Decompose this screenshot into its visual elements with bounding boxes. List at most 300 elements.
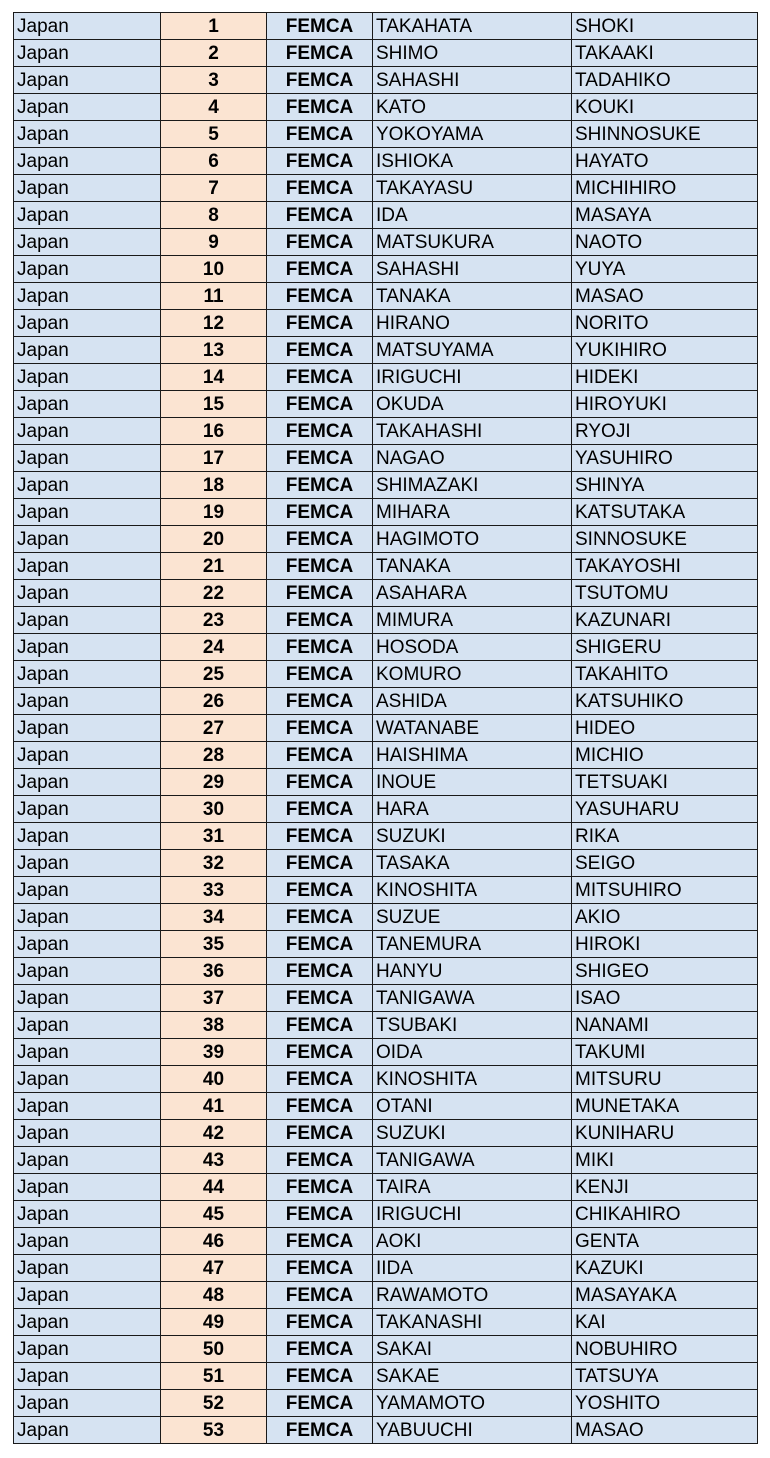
number-cell: 26 <box>161 688 267 715</box>
table-row <box>14 1282 758 1309</box>
table-row <box>14 1309 758 1336</box>
last-name-cell: KOMURO <box>373 661 572 688</box>
organization-cell: FEMCA <box>267 526 373 553</box>
organization-cell: FEMCA <box>267 1228 373 1255</box>
number-cell: 46 <box>161 1228 267 1255</box>
table-row <box>14 1336 758 1363</box>
table-row <box>14 904 758 931</box>
organization-cell: FEMCA <box>267 1282 373 1309</box>
first-name-cell: KUNIHARU <box>572 1120 758 1147</box>
country-cell: Japan <box>14 94 161 121</box>
country-cell: Japan <box>14 1174 161 1201</box>
country-cell: Japan <box>14 256 161 283</box>
organization-cell: FEMCA <box>267 1012 373 1039</box>
first-name-cell: TETSUAKI <box>572 769 758 796</box>
last-name-cell: OIDA <box>373 1039 572 1066</box>
organization-cell: FEMCA <box>267 958 373 985</box>
first-name-cell: MASAYA <box>572 202 758 229</box>
first-name-cell: NOBUHIRO <box>572 1336 758 1363</box>
last-name-cell: MIMURA <box>373 607 572 634</box>
organization-cell: FEMCA <box>267 391 373 418</box>
first-name-cell: SINNOSUKE <box>572 526 758 553</box>
organization-cell: FEMCA <box>267 715 373 742</box>
first-name-cell: TSUTOMU <box>572 580 758 607</box>
table-row <box>14 202 758 229</box>
first-name-cell: YUKIHIRO <box>572 337 758 364</box>
organization-cell: FEMCA <box>267 310 373 337</box>
last-name-cell: ASHIDA <box>373 688 572 715</box>
country-cell: Japan <box>14 364 161 391</box>
organization-cell: FEMCA <box>267 337 373 364</box>
last-name-cell: RAWAMOTO <box>373 1282 572 1309</box>
first-name-cell: CHIKAHIRO <box>572 1201 758 1228</box>
organization-cell: FEMCA <box>267 769 373 796</box>
table-row <box>14 148 758 175</box>
country-cell: Japan <box>14 1417 161 1444</box>
country-cell: Japan <box>14 1282 161 1309</box>
organization-cell: FEMCA <box>267 202 373 229</box>
country-cell: Japan <box>14 1039 161 1066</box>
number-cell: 38 <box>161 1012 267 1039</box>
organization-cell: FEMCA <box>267 1390 373 1417</box>
number-cell: 19 <box>161 499 267 526</box>
organization-cell: FEMCA <box>267 1363 373 1390</box>
last-name-cell: IIDA <box>373 1255 572 1282</box>
organization-cell: FEMCA <box>267 931 373 958</box>
number-cell: 39 <box>161 1039 267 1066</box>
first-name-cell: KOUKI <box>572 94 758 121</box>
organization-cell: FEMCA <box>267 1417 373 1444</box>
country-cell: Japan <box>14 1147 161 1174</box>
table-row <box>14 823 758 850</box>
first-name-cell: ISAO <box>572 985 758 1012</box>
table-row <box>14 607 758 634</box>
country-cell: Japan <box>14 1228 161 1255</box>
last-name-cell: TAKAHATA <box>373 13 572 40</box>
table-row <box>14 1255 758 1282</box>
number-cell: 4 <box>161 94 267 121</box>
country-cell: Japan <box>14 1012 161 1039</box>
country-cell: Japan <box>14 148 161 175</box>
last-name-cell: AOKI <box>373 1228 572 1255</box>
first-name-cell: MASAYAKA <box>572 1282 758 1309</box>
organization-cell: FEMCA <box>267 1039 373 1066</box>
number-cell: 47 <box>161 1255 267 1282</box>
number-cell: 45 <box>161 1201 267 1228</box>
organization-cell: FEMCA <box>267 175 373 202</box>
last-name-cell: ISHIOKA <box>373 148 572 175</box>
organization-cell: FEMCA <box>267 553 373 580</box>
organization-cell: FEMCA <box>267 418 373 445</box>
first-name-cell: MASAO <box>572 1417 758 1444</box>
country-cell: Japan <box>14 175 161 202</box>
country-cell: Japan <box>14 67 161 94</box>
country-cell: Japan <box>14 985 161 1012</box>
organization-cell: FEMCA <box>267 796 373 823</box>
first-name-cell: KENJI <box>572 1174 758 1201</box>
last-name-cell: KATO <box>373 94 572 121</box>
first-name-cell: MUNETAKA <box>572 1093 758 1120</box>
first-name-cell: TAKUMI <box>572 1039 758 1066</box>
last-name-cell: TANEMURA <box>373 931 572 958</box>
organization-cell: FEMCA <box>267 877 373 904</box>
country-cell: Japan <box>14 229 161 256</box>
last-name-cell: MATSUKURA <box>373 229 572 256</box>
last-name-cell: KINOSHITA <box>373 877 572 904</box>
organization-cell: FEMCA <box>267 580 373 607</box>
table-row <box>14 13 758 40</box>
country-cell: Japan <box>14 310 161 337</box>
table-row <box>14 526 758 553</box>
country-cell: Japan <box>14 202 161 229</box>
table-row <box>14 337 758 364</box>
country-cell: Japan <box>14 40 161 67</box>
country-cell: Japan <box>14 1390 161 1417</box>
table-row <box>14 229 758 256</box>
organization-cell: FEMCA <box>267 688 373 715</box>
country-cell: Japan <box>14 418 161 445</box>
number-cell: 51 <box>161 1363 267 1390</box>
first-name-cell: KATSUTAKA <box>572 499 758 526</box>
organization-cell: FEMCA <box>267 661 373 688</box>
country-cell: Japan <box>14 1066 161 1093</box>
number-cell: 8 <box>161 202 267 229</box>
table-row <box>14 1120 758 1147</box>
number-cell: 12 <box>161 310 267 337</box>
first-name-cell: RIKA <box>572 823 758 850</box>
country-cell: Japan <box>14 823 161 850</box>
first-name-cell: YASUHARU <box>572 796 758 823</box>
country-cell: Japan <box>14 931 161 958</box>
table-row <box>14 67 758 94</box>
organization-cell: FEMCA <box>267 823 373 850</box>
table-row <box>14 1174 758 1201</box>
last-name-cell: TANIGAWA <box>373 985 572 1012</box>
country-cell: Japan <box>14 904 161 931</box>
first-name-cell: AKIO <box>572 904 758 931</box>
organization-cell: FEMCA <box>267 1147 373 1174</box>
table-row <box>14 283 758 310</box>
country-cell: Japan <box>14 607 161 634</box>
country-cell: Japan <box>14 715 161 742</box>
table-row <box>14 310 758 337</box>
first-name-cell: TAKAAKI <box>572 40 758 67</box>
number-cell: 29 <box>161 769 267 796</box>
table-row <box>14 688 758 715</box>
first-name-cell: NORITO <box>572 310 758 337</box>
organization-cell: FEMCA <box>267 94 373 121</box>
first-name-cell: SHIGEO <box>572 958 758 985</box>
table-row <box>14 364 758 391</box>
table-row <box>14 1201 758 1228</box>
country-cell: Japan <box>14 526 161 553</box>
country-cell: Japan <box>14 445 161 472</box>
first-name-cell: MITSURU <box>572 1066 758 1093</box>
organization-cell: FEMCA <box>267 40 373 67</box>
country-cell: Japan <box>14 769 161 796</box>
table-row <box>14 958 758 985</box>
table-row <box>14 1066 758 1093</box>
organization-cell: FEMCA <box>267 1201 373 1228</box>
organization-cell: FEMCA <box>267 1066 373 1093</box>
last-name-cell: IDA <box>373 202 572 229</box>
organization-cell: FEMCA <box>267 985 373 1012</box>
number-cell: 50 <box>161 1336 267 1363</box>
last-name-cell: HOSODA <box>373 634 572 661</box>
country-cell: Japan <box>14 634 161 661</box>
first-name-cell: HIDEO <box>572 715 758 742</box>
country-cell: Japan <box>14 283 161 310</box>
country-cell: Japan <box>14 850 161 877</box>
first-name-cell: KAI <box>572 1309 758 1336</box>
last-name-cell: HARA <box>373 796 572 823</box>
organization-cell: FEMCA <box>267 364 373 391</box>
table-row <box>14 661 758 688</box>
last-name-cell: HAISHIMA <box>373 742 572 769</box>
first-name-cell: TAKAYOSHI <box>572 553 758 580</box>
number-cell: 52 <box>161 1390 267 1417</box>
organization-cell: FEMCA <box>267 67 373 94</box>
first-name-cell: MICHIO <box>572 742 758 769</box>
number-cell: 15 <box>161 391 267 418</box>
first-name-cell: YUYA <box>572 256 758 283</box>
last-name-cell: TASAKA <box>373 850 572 877</box>
country-cell: Japan <box>14 13 161 40</box>
table-row <box>14 985 758 1012</box>
table-row <box>14 175 758 202</box>
number-cell: 7 <box>161 175 267 202</box>
country-cell: Japan <box>14 796 161 823</box>
last-name-cell: TANIGAWA <box>373 1147 572 1174</box>
country-cell: Japan <box>14 1336 161 1363</box>
first-name-cell: HIDEKI <box>572 364 758 391</box>
number-cell: 30 <box>161 796 267 823</box>
last-name-cell: SAHASHI <box>373 256 572 283</box>
table-row <box>14 580 758 607</box>
last-name-cell: ASAHARA <box>373 580 572 607</box>
table-row <box>14 877 758 904</box>
last-name-cell: HIRANO <box>373 310 572 337</box>
last-name-cell: SHIMO <box>373 40 572 67</box>
last-name-cell: SAKAI <box>373 1336 572 1363</box>
first-name-cell: TAKAHITO <box>572 661 758 688</box>
last-name-cell: YAMAMOTO <box>373 1390 572 1417</box>
table-row <box>14 715 758 742</box>
last-name-cell: KINOSHITA <box>373 1066 572 1093</box>
first-name-cell: NAOTO <box>572 229 758 256</box>
last-name-cell: TAIRA <box>373 1174 572 1201</box>
last-name-cell: TSUBAKI <box>373 1012 572 1039</box>
last-name-cell: TAKAYASU <box>373 175 572 202</box>
table-row <box>14 769 758 796</box>
table-row <box>14 418 758 445</box>
number-cell: 24 <box>161 634 267 661</box>
first-name-cell: NANAMI <box>572 1012 758 1039</box>
first-name-cell: MICHIHIRO <box>572 175 758 202</box>
number-cell: 10 <box>161 256 267 283</box>
number-cell: 36 <box>161 958 267 985</box>
participants-table <box>13 12 758 1444</box>
country-cell: Japan <box>14 1363 161 1390</box>
country-cell: Japan <box>14 742 161 769</box>
number-cell: 1 <box>161 13 267 40</box>
organization-cell: FEMCA <box>267 283 373 310</box>
last-name-cell: HAGIMOTO <box>373 526 572 553</box>
last-name-cell: TANAKA <box>373 283 572 310</box>
first-name-cell: GENTA <box>572 1228 758 1255</box>
organization-cell: FEMCA <box>267 499 373 526</box>
organization-cell: FEMCA <box>267 850 373 877</box>
number-cell: 34 <box>161 904 267 931</box>
number-cell: 32 <box>161 850 267 877</box>
table-row <box>14 1228 758 1255</box>
first-name-cell: TADAHIKO <box>572 67 758 94</box>
organization-cell: FEMCA <box>267 1255 373 1282</box>
table-row <box>14 256 758 283</box>
organization-cell: FEMCA <box>267 1174 373 1201</box>
number-cell: 31 <box>161 823 267 850</box>
first-name-cell: MITSUHIRO <box>572 877 758 904</box>
first-name-cell: TATSUYA <box>572 1363 758 1390</box>
country-cell: Japan <box>14 958 161 985</box>
table-row <box>14 1390 758 1417</box>
last-name-cell: OTANI <box>373 1093 572 1120</box>
organization-cell: FEMCA <box>267 445 373 472</box>
number-cell: 23 <box>161 607 267 634</box>
last-name-cell: YOKOYAMA <box>373 121 572 148</box>
table-row <box>14 796 758 823</box>
country-cell: Japan <box>14 1255 161 1282</box>
table-row <box>14 1012 758 1039</box>
number-cell: 22 <box>161 580 267 607</box>
last-name-cell: SUZUKI <box>373 1120 572 1147</box>
last-name-cell: SAHASHI <box>373 67 572 94</box>
table-row <box>14 40 758 67</box>
organization-cell: FEMCA <box>267 13 373 40</box>
table-row <box>14 499 758 526</box>
number-cell: 40 <box>161 1066 267 1093</box>
number-cell: 27 <box>161 715 267 742</box>
number-cell: 11 <box>161 283 267 310</box>
number-cell: 37 <box>161 985 267 1012</box>
first-name-cell: HIROKI <box>572 931 758 958</box>
last-name-cell: TAKANASHI <box>373 1309 572 1336</box>
table-row <box>14 931 758 958</box>
first-name-cell: SHINYA <box>572 472 758 499</box>
last-name-cell: SAKAE <box>373 1363 572 1390</box>
organization-cell: FEMCA <box>267 607 373 634</box>
last-name-cell: NAGAO <box>373 445 572 472</box>
last-name-cell: MIHARA <box>373 499 572 526</box>
last-name-cell: IRIGUCHI <box>373 1201 572 1228</box>
last-name-cell: YABUUCHI <box>373 1417 572 1444</box>
number-cell: 13 <box>161 337 267 364</box>
country-cell: Japan <box>14 1120 161 1147</box>
organization-cell: FEMCA <box>267 1120 373 1147</box>
last-name-cell: TAKAHASHI <box>373 418 572 445</box>
organization-cell: FEMCA <box>267 121 373 148</box>
table-row <box>14 391 758 418</box>
number-cell: 14 <box>161 364 267 391</box>
last-name-cell: OKUDA <box>373 391 572 418</box>
country-cell: Japan <box>14 661 161 688</box>
first-name-cell: MIKI <box>572 1147 758 1174</box>
first-name-cell: MASAO <box>572 283 758 310</box>
number-cell: 17 <box>161 445 267 472</box>
last-name-cell: INOUE <box>373 769 572 796</box>
first-name-cell: HAYATO <box>572 148 758 175</box>
first-name-cell: KATSUHIKO <box>572 688 758 715</box>
number-cell: 48 <box>161 1282 267 1309</box>
country-cell: Japan <box>14 1309 161 1336</box>
organization-cell: FEMCA <box>267 1336 373 1363</box>
country-cell: Japan <box>14 499 161 526</box>
first-name-cell: SEIGO <box>572 850 758 877</box>
organization-cell: FEMCA <box>267 1093 373 1120</box>
number-cell: 16 <box>161 418 267 445</box>
organization-cell: FEMCA <box>267 256 373 283</box>
number-cell: 33 <box>161 877 267 904</box>
number-cell: 25 <box>161 661 267 688</box>
last-name-cell: SHIMAZAKI <box>373 472 572 499</box>
number-cell: 35 <box>161 931 267 958</box>
table-row <box>14 121 758 148</box>
country-cell: Japan <box>14 877 161 904</box>
organization-cell: FEMCA <box>267 1309 373 1336</box>
first-name-cell: SHOKI <box>572 13 758 40</box>
organization-cell: FEMCA <box>267 148 373 175</box>
table-row <box>14 1147 758 1174</box>
last-name-cell: SUZUKI <box>373 823 572 850</box>
first-name-cell: HIROYUKI <box>572 391 758 418</box>
country-cell: Japan <box>14 337 161 364</box>
country-cell: Japan <box>14 1093 161 1120</box>
number-cell: 9 <box>161 229 267 256</box>
first-name-cell: YASUHIRO <box>572 445 758 472</box>
first-name-cell: YOSHITO <box>572 1390 758 1417</box>
last-name-cell: TANAKA <box>373 553 572 580</box>
number-cell: 53 <box>161 1417 267 1444</box>
first-name-cell: RYOJI <box>572 418 758 445</box>
country-cell: Japan <box>14 1201 161 1228</box>
last-name-cell: SUZUE <box>373 904 572 931</box>
country-cell: Japan <box>14 553 161 580</box>
number-cell: 5 <box>161 121 267 148</box>
organization-cell: FEMCA <box>267 229 373 256</box>
country-cell: Japan <box>14 472 161 499</box>
first-name-cell: KAZUKI <box>572 1255 758 1282</box>
number-cell: 44 <box>161 1174 267 1201</box>
country-cell: Japan <box>14 121 161 148</box>
number-cell: 6 <box>161 148 267 175</box>
table-row <box>14 472 758 499</box>
table-row <box>14 1093 758 1120</box>
table-row <box>14 634 758 661</box>
number-cell: 42 <box>161 1120 267 1147</box>
table-row <box>14 1039 758 1066</box>
number-cell: 20 <box>161 526 267 553</box>
country-cell: Japan <box>14 688 161 715</box>
number-cell: 49 <box>161 1309 267 1336</box>
number-cell: 3 <box>161 67 267 94</box>
number-cell: 28 <box>161 742 267 769</box>
organization-cell: FEMCA <box>267 904 373 931</box>
table-row <box>14 1363 758 1390</box>
organization-cell: FEMCA <box>267 742 373 769</box>
country-cell: Japan <box>14 580 161 607</box>
number-cell: 43 <box>161 1147 267 1174</box>
table-row <box>14 94 758 121</box>
